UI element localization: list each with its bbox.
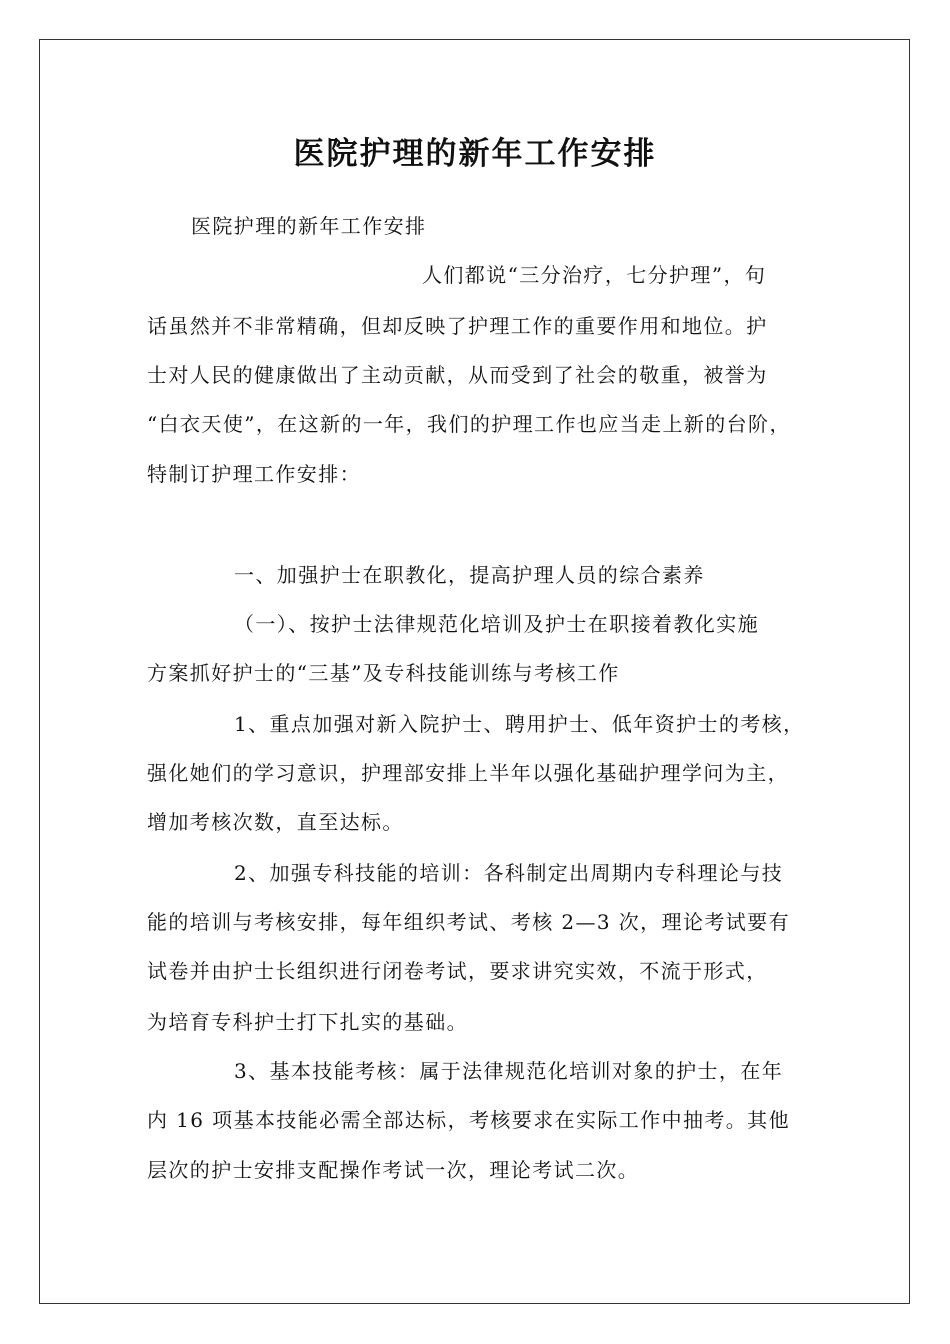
- section-heading: 一、加强护士在职教化，提高护理人员的综合素养: [234, 563, 705, 587]
- item-2-line: 试卷并由护士长组织进行闭卷考试，要求讲究实效，不流于形式，: [147, 959, 768, 983]
- item-1-line: 强化她们的学习意识，护理部安排上半年以强化基础护理学问为主，: [147, 761, 789, 785]
- item-3-line: 层次的护士安排支配操作考试一次，理论考试二次。: [147, 1158, 640, 1182]
- intro-line: 特制订护理工作安排：: [147, 462, 361, 486]
- item-1-line: 1、重点加强对新入院护士、聘用护士、低年资护士的考核，: [234, 712, 805, 736]
- item-2-line: 为培育专科护士打下扎实的基础。: [147, 1010, 468, 1034]
- document-title: 医院护理的新年工作安排: [293, 136, 657, 172]
- subsection-line: 方案抓好护士的“三基”及专科技能训练与考核工作: [147, 661, 620, 685]
- intro-line: “白衣天使”，在这新的一年，我们的护理工作也应当走上新的台阶，: [147, 412, 791, 436]
- item-2-line: 2、加强专科技能的培训：各科制定出周期内专科理论与技: [234, 861, 784, 885]
- item-1-line: 增加考核次数，直至达标。: [147, 810, 404, 834]
- item-2-line: 能的培训与考核安排，每年组织考试、考核 2—3 次，理论考试要有: [147, 910, 790, 934]
- item-3-line: 3、基本技能考核：属于法律规范化培训对象的护士，在年: [234, 1059, 784, 1083]
- intro-line: 士对人民的健康做出了主动贡献，从而受到了社会的敬重，被誉为: [147, 363, 768, 387]
- subsection-line: （一）、按护士法律规范化培训及护士在职接着教化实施: [234, 612, 759, 636]
- intro-line: 人们都说“三分治疗，七分护理”，句: [422, 263, 767, 287]
- document-subtitle: 医院护理的新年工作安排: [191, 214, 427, 238]
- intro-line: 话虽然并不非常精确，但却反映了护理工作的重要作用和地位。护: [147, 314, 768, 338]
- item-3-line: 内 16 项基本技能必需全部达标，考核要求在实际工作中抽考。其他: [147, 1108, 790, 1132]
